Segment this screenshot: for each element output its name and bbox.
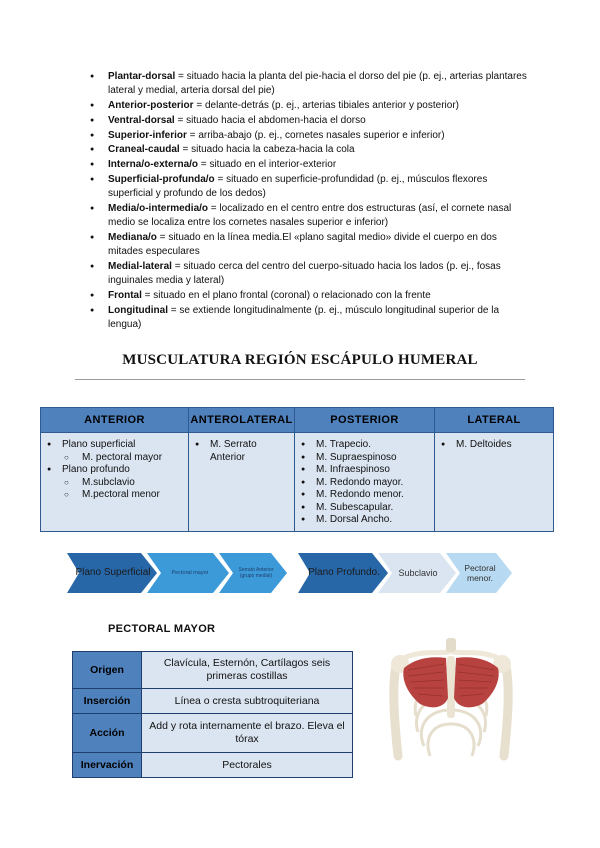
table-row	[41, 433, 554, 532]
term-description: situado hacia la planta del pie-hacia el dorso del pie (p. ej., arterias plantares lateral y medial, arteria dorsal del pie)	[108, 71, 527, 97]
term-name: Medial-lateral	[108, 260, 172, 272]
chevron-plano-superficial: Plano Superficial	[75, 567, 151, 578]
list-item: ● M. Infraespinoso	[299, 464, 430, 477]
row-value: Clavícula, Esternón, Cartílagos seis primeras costillas	[142, 652, 353, 689]
clavicle-right	[453, 652, 498, 658]
term-item: ● Ventral-dorsal = situado hacia el abdomen-hacia el dorso	[90, 114, 530, 128]
list-item: ● M. Serrato Anterior	[193, 439, 290, 464]
header-posterior: POSTERIOR	[295, 408, 435, 433]
list-item: ● M. Supraespinoso	[299, 452, 430, 465]
term-name: Frontal	[108, 289, 142, 301]
anterolateral-list	[193, 439, 290, 464]
flow-superficial	[67, 553, 287, 593]
pectoralis-left	[403, 657, 448, 707]
posterior-list	[299, 439, 430, 527]
term-item: ● Media/o-intermedia/o = localizado en el centro entre dos estructuras (así, el cornete nasal medio se localiza entre los cornetes nasales superior e inferior)	[90, 202, 530, 230]
cell-anterior	[41, 433, 189, 532]
pectoral-mayor-title: PECTORAL MAYOR	[108, 623, 216, 635]
term-item: ● Superior-inferior = arriba-abajo (p. ej., cornetes nasales superior e inferior)	[90, 129, 530, 143]
row-label: Inervación	[73, 753, 142, 778]
clavicle-left	[404, 652, 449, 658]
flow-profundo	[298, 553, 512, 593]
term-item: ● Longitudinal = se extiende longitudinalmente (p. ej., músculo longitudinal superior de la lengua)	[90, 304, 530, 332]
chevron-pectoral-mayor: Pectoral mayor	[171, 570, 209, 576]
term-name: Ventral-dorsal	[108, 114, 175, 126]
cell-posterior	[295, 433, 435, 532]
list-item: ● M. Redondo menor.	[299, 489, 430, 502]
list-item: ○ M. pectoral mayor	[62, 452, 184, 465]
section-title: MUSCULATURA REGIÓN ESCÁPULO HUMERAL	[122, 352, 478, 368]
row-label: Origen	[73, 652, 142, 689]
term-name: Superficial-profunda/o	[108, 173, 215, 185]
lateral-list	[439, 439, 549, 452]
term-name: Media/o-intermedia/o	[108, 202, 209, 214]
term-description: situado hacia la cabeza-hacia la cola	[191, 144, 355, 156]
term-description: situado en superficie-profundidad (p. ej., músculos flexores superficial y profundo de los dedos)	[108, 173, 488, 200]
list-item: ● M. Trapecio.	[299, 439, 430, 452]
term-item: ● Medial-lateral = situado cerca del centro del cuerpo-situado hacia los lados (p. ej., fosas inguinales media y lateral)	[90, 260, 530, 288]
sublist	[62, 452, 184, 465]
term-name: Mediana/o	[108, 231, 157, 243]
term-item: ● Craneal-caudal = situado hacia la cabeza-hacia la cola	[90, 143, 530, 157]
term-description: situado cerca del centro del cuerpo-situado hacia los lados (p. ej., fosas inguinales media y lateral)	[108, 260, 501, 287]
list-item: ● M. Redondo mayor.	[299, 477, 430, 490]
row-label: Acción	[73, 714, 142, 753]
header-lateral: LATERAL	[435, 408, 554, 433]
chevron-pectoral-menor: Pectoral menor.	[464, 563, 496, 583]
term-name: Craneal-caudal	[108, 144, 180, 156]
term-description: arriba-abajo (p. ej., cornetes nasales superior e inferior)	[198, 129, 445, 141]
term-item: ● Interna/o-externa/o = situado en el interior-exterior	[90, 158, 530, 172]
table-row	[73, 652, 353, 689]
list-item: ○ M.subclavio	[62, 477, 184, 490]
table-row	[73, 714, 353, 753]
sublist	[62, 477, 184, 502]
chevron-serrato-anterior: Serrato Anterior (grupo medial)	[238, 566, 274, 579]
header-anterolateral: ANTEROLATERAL	[189, 408, 295, 433]
chevron-subclavio: Subclavio	[398, 568, 438, 578]
humerus-right	[504, 666, 508, 756]
term-description: situado en el interior-exterior	[209, 159, 337, 171]
table-row	[73, 753, 353, 778]
anterior-list	[45, 439, 184, 502]
term-item: ● Anterior-posterior = delante-detrás (p. ej., arterias tibiales anterior y posterior)	[90, 99, 530, 113]
term-name: Longitudinal	[108, 304, 168, 316]
pectoralis-right	[454, 657, 499, 707]
term-description: situado en la línea media.El «plano sagital medio» divide el cuerpo en dos mitades especulares	[108, 231, 497, 258]
muscle-region-table	[40, 407, 554, 532]
humerus-left	[394, 666, 398, 756]
cell-lateral	[435, 433, 554, 532]
term-name: Interna/o-externa/o	[108, 159, 199, 171]
chevron-plano-profundo: Plano Profundo.	[308, 567, 380, 578]
term-item: ● Superficial-profunda/o = situado en superficie-profundidad (p. ej., músculos flexores superficial y profundo de los dedos)	[90, 173, 530, 201]
term-item: ● Mediana/o = situado en la línea media.El «plano sagital medio» divide el cuerpo en dos mitades especulares	[90, 231, 530, 259]
term-description: se extiende longitudinalmente (p. ej., músculo longitudinal superior de la lengua)	[108, 304, 500, 330]
term-description: delante-detrás (p. ej., arterias tibiales anterior y posterior)	[204, 100, 459, 111]
pectoral-mayor-illustration	[386, 638, 516, 768]
table-header-row	[41, 408, 554, 433]
header-anterior: ANTERIOR	[41, 408, 189, 433]
list-item: ● Plano superficial ○ M. pectoral mayor	[45, 439, 184, 464]
term-name: Superior-inferior	[108, 129, 187, 141]
row-value: Línea o cresta subtroquiteriana	[142, 689, 353, 714]
sternum	[447, 656, 455, 718]
row-value: Add y rota internamente el brazo. Eleva el tórax	[142, 714, 353, 753]
list-item: ● Plano profundo ○ M.subclavio ○ M.pectoral menor	[45, 464, 184, 502]
term-item: ● Frontal = situado en el plano frontal (coronal) o relacionado con la frente	[90, 289, 530, 303]
term-name: Anterior-posterior	[108, 100, 194, 111]
list-item: ● M. Subescapular.	[299, 502, 430, 515]
term-description: situado hacia el abdomen-hacia el dorso	[186, 114, 366, 126]
list-item: ○ M.pectoral menor	[62, 489, 184, 502]
term-description: situado en el plano frontal (coronal) o relacionado con la frente	[153, 289, 431, 301]
term-description: localizado en el centro entre dos estructuras (así, el cornete nasal medio se localiza entre los cornetes nasales superior e inferior)	[108, 202, 512, 229]
row-label: Inserción	[73, 689, 142, 714]
list-item: ● M. Dorsal Ancho.	[299, 514, 430, 527]
term-name: Plantar-dorsal	[108, 71, 176, 82]
row-value: Pectorales	[142, 753, 353, 778]
divider	[75, 379, 525, 380]
table-row	[73, 689, 353, 714]
term-item: ● Plantar-dorsal = situado hacia la planta del pie-hacia el dorso del pie (p. ej., arterias plantares lateral y medial, arteria dorsal del pie)	[90, 70, 530, 98]
directional-terms-list	[90, 70, 530, 333]
cell-anterolateral	[189, 433, 295, 532]
pectoral-mayor-table	[72, 651, 353, 778]
cervical-spine	[446, 638, 456, 652]
list-item: ● M. Deltoides	[439, 439, 549, 452]
